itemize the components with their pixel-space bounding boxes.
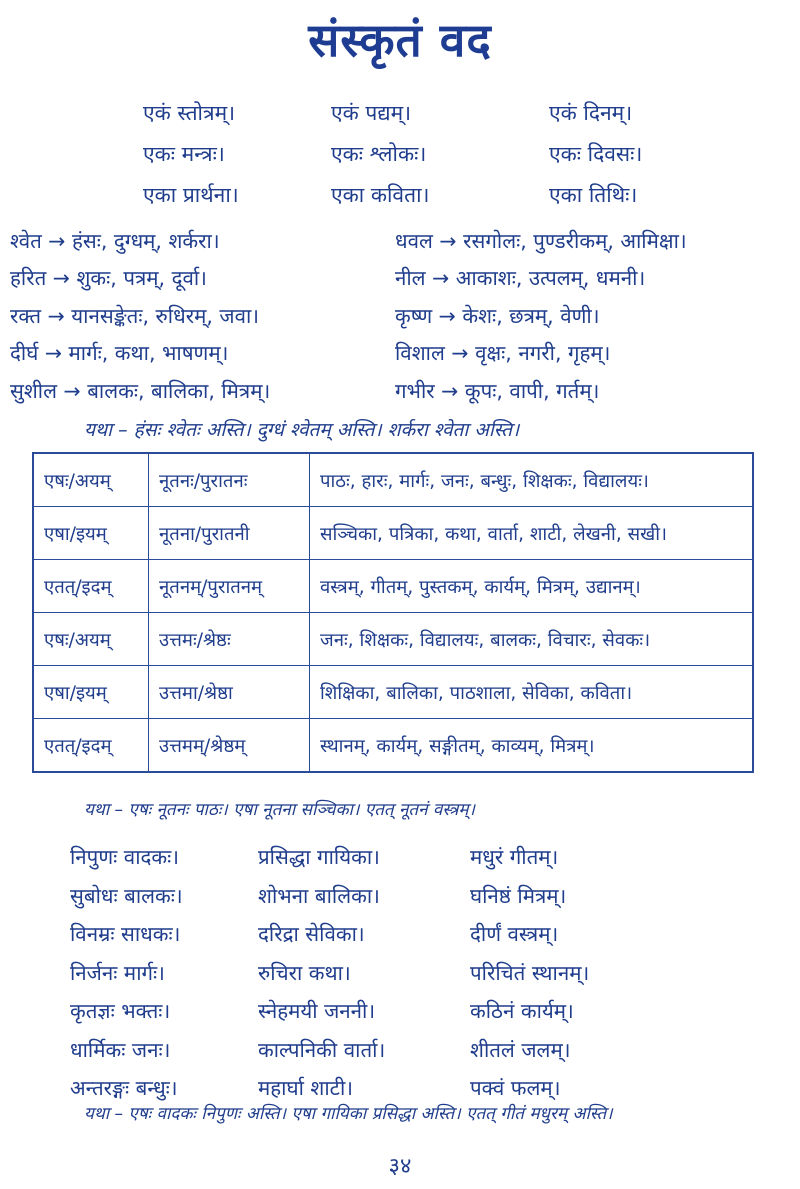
table-cell: नूतना/पुरातनी [149,507,310,560]
phrase-cell: धार्मिकः जनः। [70,1037,171,1062]
phrase-cell: मधुरं गीतम्। [470,845,559,870]
intro-row [143,92,642,133]
intro-cell: एकः मन्त्रः। [143,141,225,166]
page-number: ३४ [388,1154,412,1179]
table-cell: नूतनः/पुरातनः [149,453,310,507]
phrase-cell: घनिष्ठं मित्रम्। [470,883,567,908]
example-sentence-1: यथा – हंसः श्वेतः अस्ति। दुग्धं श्वेतम् अस्ति। शर्करा श्वेता अस्ति। [84,419,520,441]
table-cell: सञ्चिका, पत्रिका, कथा, वार्ता, शाटी, लेखनी, सखी। [310,507,754,560]
intro-row [143,174,642,215]
phrase-row [70,954,589,993]
phrase-cell: कठिनं कार्यम्। [470,999,574,1024]
pair-row [10,222,800,260]
pair-right: कृष्ण → केशः, छत्रम्, वेणी। [395,303,600,328]
phrase-row [70,992,589,1031]
table-cell: उत्तमा/श्रेष्ठा [149,666,310,719]
phrase-row [70,915,589,954]
phrase-row [70,877,589,916]
phrase-cell: विनम्रः साधकः। [70,922,181,947]
table-row [33,719,753,773]
phrase-cell: रुचिरा कथा। [258,960,351,985]
pair-left: दीर्घ → मार्गः, कथा, भाषणम्। [10,341,229,366]
phrase-grid [70,838,589,1108]
pair-left: श्वेत → हंसः, दुग्धम्, शर्करा। [10,228,220,253]
demonstrative-table [32,452,754,773]
phrase-cell: पक्वं फलम्। [470,1076,561,1101]
table-cell: एतत्/इदम् [33,560,149,613]
phrase-row [70,1031,589,1070]
intro-cell: एकं दिनम्। [549,100,633,125]
phrase-cell: काल्पनिकी वार्ता। [258,1037,386,1062]
table-cell: जनः, शिक्षकः, विद्यालयः, बालकः, विचारः, सेवकः। [310,613,754,666]
pair-right: धवल → रसगोलः, पुण्डरीकम्, आमिक्षा। [395,228,687,253]
pair-left: सुशील → बालकः, बालिका, मित्रम्। [10,378,271,403]
table-row [33,560,753,613]
table-cell: उत्तमः/श्रेष्ठः [149,613,310,666]
table-cell: वस्त्रम्, गीतम्, पुस्तकम्, कार्यम्, मित्रम्, उद्यानम्। [310,560,754,613]
table-row [33,666,753,719]
phrase-cell: स्नेहमयी जननी। [258,999,376,1024]
intro-grid [143,92,642,215]
table-cell: शिक्षिका, बालिका, पाठशाला, सेविका, कविता। [310,666,754,719]
pair-row [10,335,800,373]
intro-cell: एका कविता। [331,182,430,207]
table-cell: नूतनम्/पुरातनम् [149,560,310,613]
intro-cell: एकं स्तोत्रम्। [143,100,236,125]
phrase-cell: शीतलं जलम्। [470,1037,571,1062]
table-cell: स्थानम्, कार्यम्, सङ्गीतम्, काव्यम्, मित्रम्। [310,719,754,773]
phrase-cell: कृतज्ञः भक्तः। [70,999,171,1024]
example-sentence-3: यथा – एषः वादकः निपुणः अस्ति। एषा गायिका प्रसिद्धा अस्ति। एतत् गीतं मधुरम् अस्ति। [84,1104,613,1124]
phrase-cell: दीर्णं वस्त्रम्। [470,922,559,947]
table-cell: एषा/इयम् [33,666,149,719]
phrase-cell: प्रसिद्धा गायिका। [258,845,380,870]
intro-cell: एका प्रार्थना। [143,182,239,207]
table-cell: एतत्/इदम् [33,719,149,773]
table-row [33,613,753,666]
phrase-row [70,838,589,877]
intro-cell: एकः दिवसः। [549,141,643,166]
table-cell: उत्तमम्/श्रेष्ठम् [149,719,310,773]
pair-row [10,260,800,298]
pair-left: रक्त → यानसङ्केतः, रुधिरम्, जवा। [10,303,260,328]
pair-left: हरित → शुकः, पत्रम्, दूर्वा। [10,266,207,291]
table-cell: एषः/अयम् [33,613,149,666]
page-title: संस्कृतं वद [308,13,492,67]
phrase-cell: अन्तरङ्गः बन्धुः। [70,1076,178,1101]
pair-right: विशाल → वृक्षः, नगरी, गृहम्। [395,341,611,366]
phrase-cell: परिचितं स्थानम्। [470,960,590,985]
phrase-cell: दरिद्रा सेविका। [258,922,365,947]
table-row [33,507,753,560]
phrase-cell: महार्घा शाटी। [258,1076,354,1101]
table-cell: पाठः, हारः, मार्गः, जनः, बन्धुः, शिक्षकः, विद्यालयः। [310,453,754,507]
pair-right: नील → आकाशः, उत्पलम्, धमनी। [395,266,646,291]
phrase-cell: शोभना बालिका। [258,883,380,908]
intro-cell: एकं पद्यम्। [331,100,412,125]
pair-row [10,297,800,335]
pair-row [10,372,800,410]
table-cell: एषा/इयम् [33,507,149,560]
example-sentence-2: यथा – एषः नूतनः पाठः। एषा नूतना सञ्चिका। एतत् नूतनं वस्त्रम्। [84,800,475,820]
intro-cell: एका तिथिः। [549,182,638,207]
table-cell: एषः/अयम् [33,453,149,507]
intro-row [143,133,642,174]
phrase-cell: सुबोधः बालकः। [70,883,183,908]
adjective-pairs [10,222,800,410]
phrase-cell: निपुणः वादकः। [70,845,180,870]
table-row [33,453,753,507]
phrase-cell: निर्जनः मार्गः। [70,960,165,985]
intro-cell: एकः श्लोकः। [331,141,427,166]
pair-right: गभीर → कूपः, वापी, गर्तम्। [395,378,600,403]
